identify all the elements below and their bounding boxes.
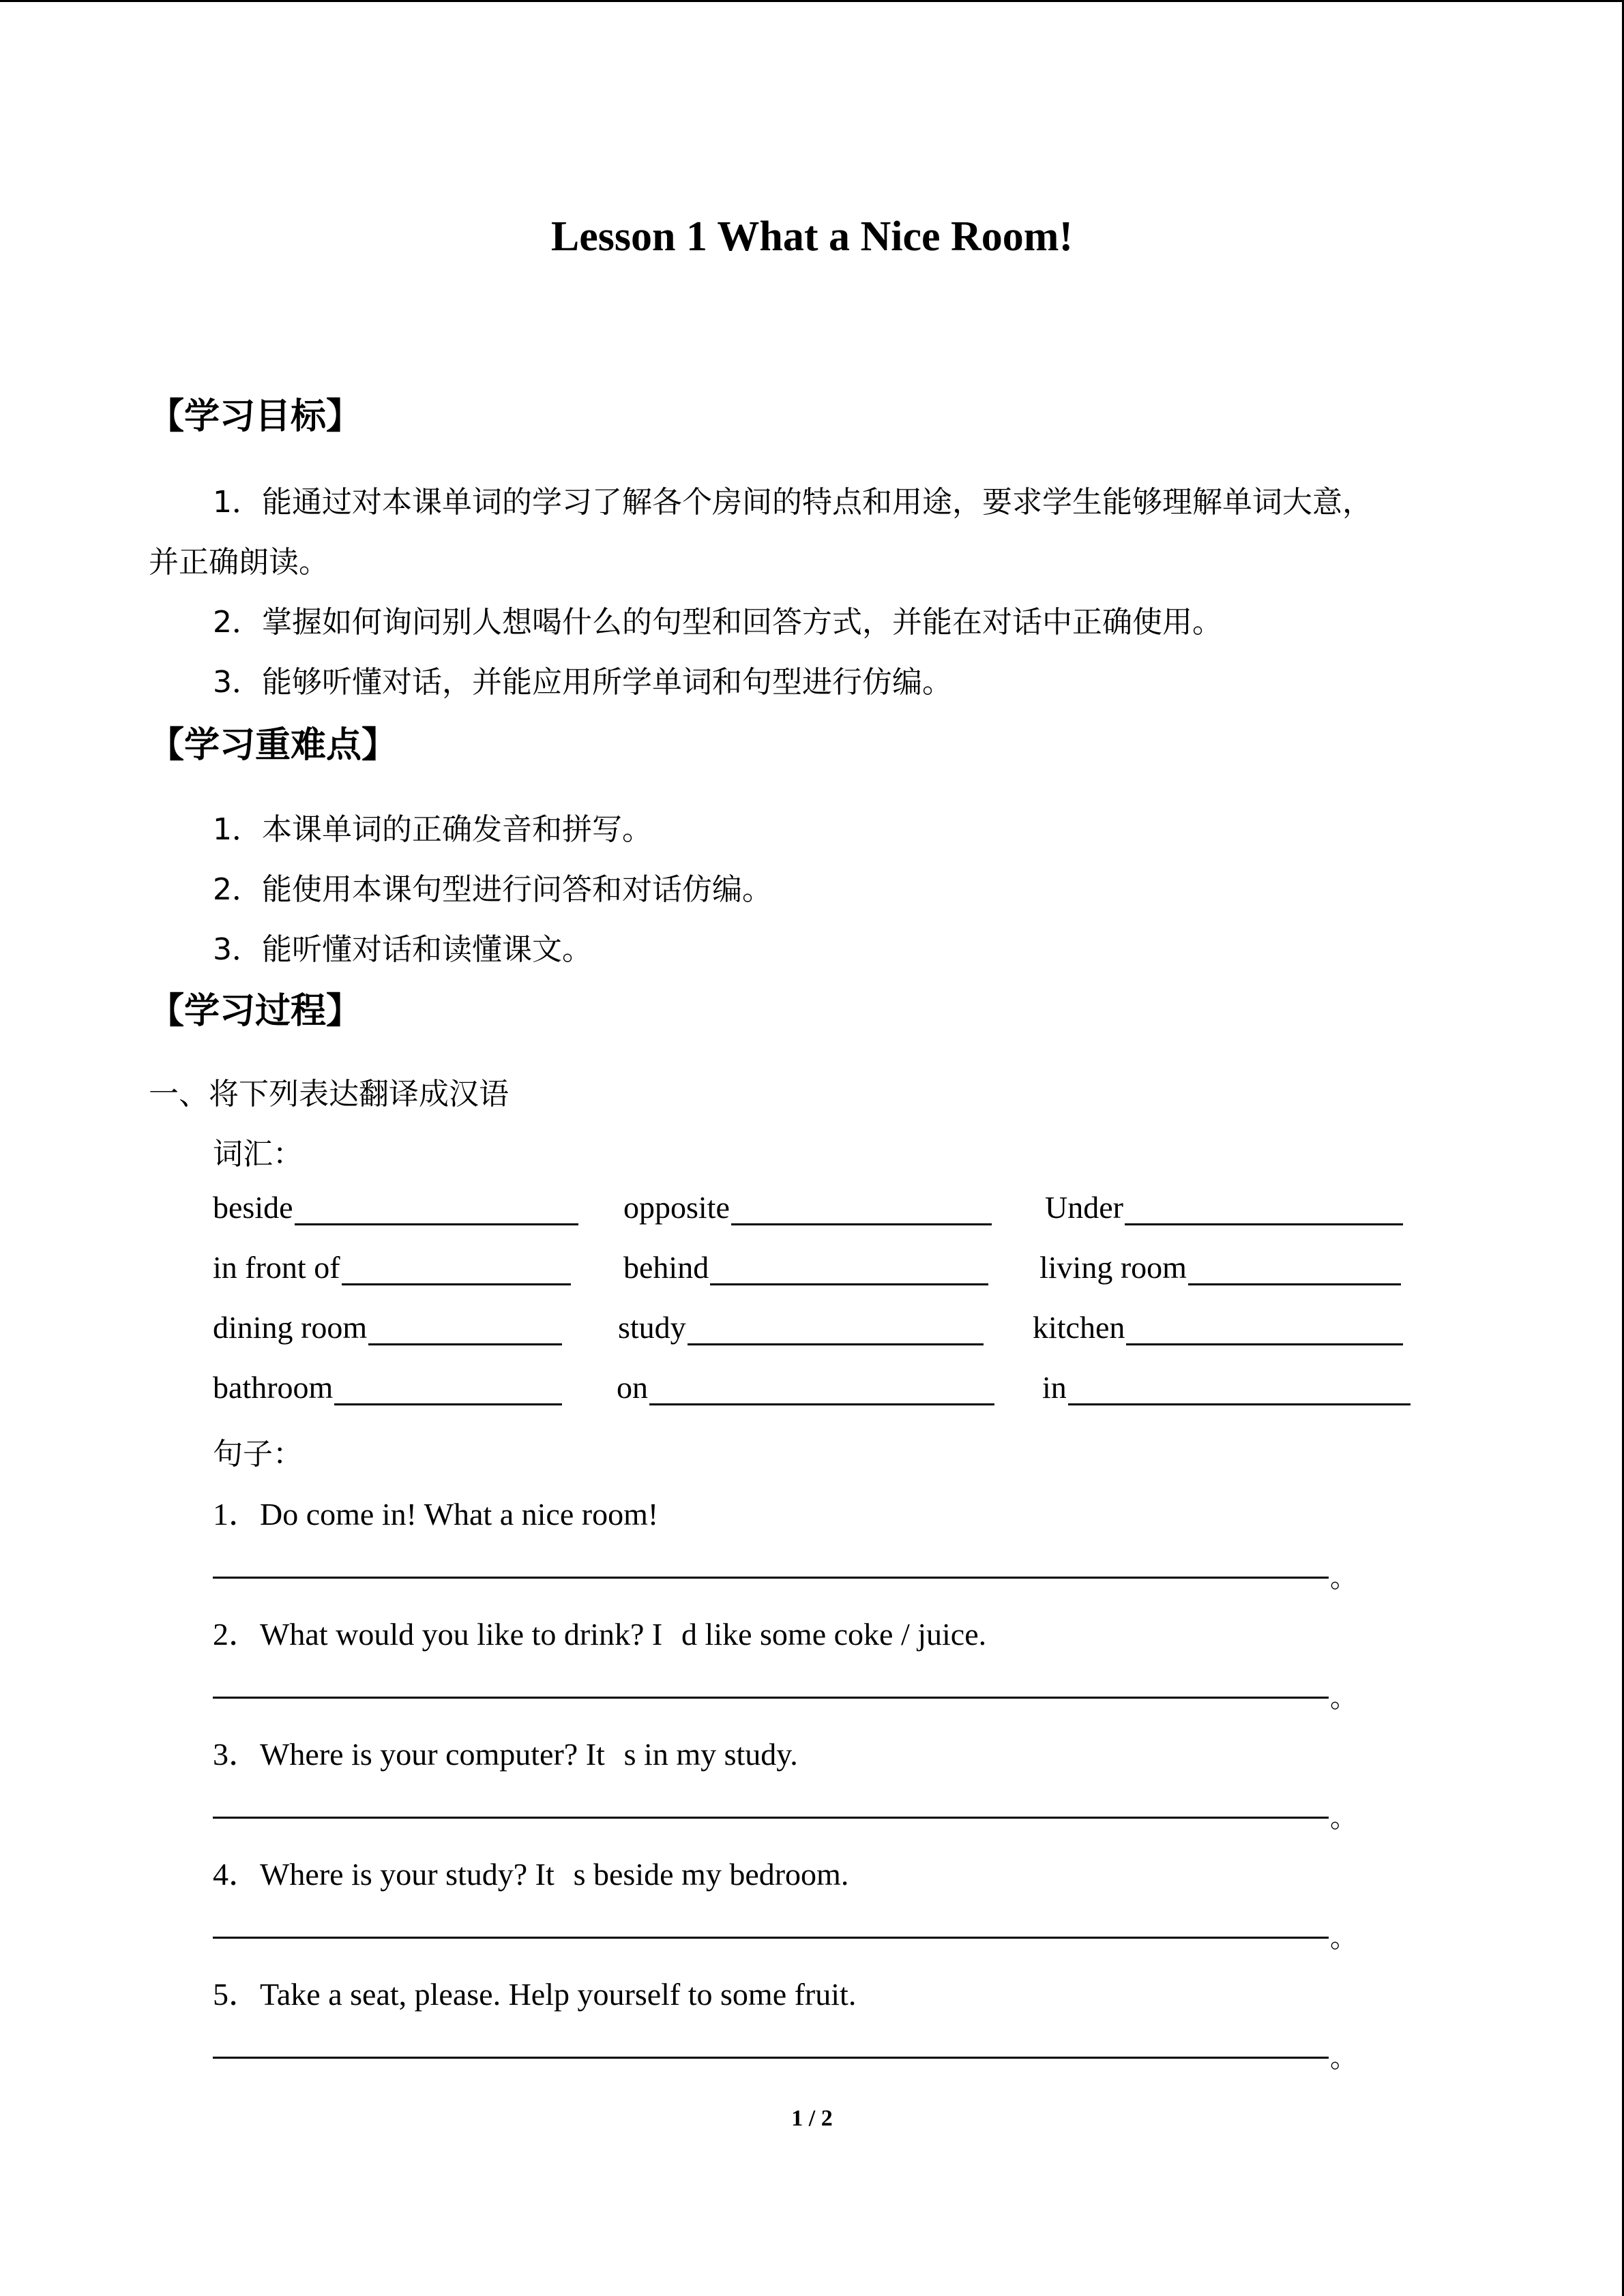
key-point-item-3: 3．能听懂对话和读懂课文。 (213, 932, 592, 967)
vocab-item-kitchen: kitchen (1033, 1309, 1403, 1345)
page-top-border (0, 0, 1624, 2)
key-point-item-1: 1．本课单词的正确发音和拼写。 (213, 812, 652, 847)
vocab-item-living-room: living room (1039, 1249, 1401, 1285)
process-heading: 【学习过程】 (149, 991, 362, 1032)
answer-blank[interactable] (295, 1193, 578, 1225)
page-title: Lesson 1 What a Nice Room! (550, 213, 1074, 260)
vocab-item-in-front-of: in front of (213, 1249, 571, 1285)
sentence-4: 4．Where is your study? Its beside my bedroom. (213, 1857, 849, 1892)
period-mark: 。 (1330, 1562, 1357, 1594)
vocab-label: 词汇： (213, 1137, 303, 1172)
key-points-heading: 【学习重难点】 (149, 725, 398, 766)
answer-blank[interactable] (1188, 1253, 1401, 1285)
answer-line-5[interactable] (213, 2057, 1329, 2059)
sentence-1: 1．Do come in! What a nice room! (213, 1497, 659, 1532)
objective-item-3: 3．能够听懂对话，并能应用所学单词和句型进行仿编。 (213, 665, 952, 700)
sentence-label: 句子： (213, 1437, 303, 1472)
sentence-5: 5．Take a seat, please. Help yourself to some fruit. (213, 1977, 857, 2012)
answer-blank[interactable] (1126, 1313, 1403, 1345)
vocab-item-study: study (618, 1309, 984, 1345)
objectives-heading: 【学习目标】 (149, 396, 362, 437)
answer-blank[interactable] (649, 1373, 994, 1405)
answer-blank[interactable] (688, 1313, 984, 1345)
answer-blank[interactable] (342, 1253, 571, 1285)
answer-blank[interactable] (368, 1313, 562, 1345)
answer-line-2[interactable] (213, 1697, 1329, 1699)
answer-line-1[interactable] (213, 1577, 1329, 1579)
vocab-item-under: Under (1045, 1189, 1403, 1225)
sentence-3: 3．Where is your computer? Its in my study. (213, 1737, 798, 1772)
answer-blank[interactable] (731, 1193, 992, 1225)
answer-blank[interactable] (1068, 1373, 1411, 1405)
answer-blank[interactable] (1125, 1193, 1403, 1225)
answer-line-4[interactable] (213, 1937, 1329, 1939)
vocab-item-on: on (617, 1369, 994, 1405)
objective-item-1: 1．能通过对本课单词的学习了解各个房间的特点和用途，要求学生能够理解单词大意， (213, 485, 1372, 520)
vocab-item-bathroom: bathroom (213, 1369, 562, 1405)
vocab-item-behind: behind (623, 1249, 988, 1285)
answer-blank[interactable] (710, 1253, 988, 1285)
answer-line-3[interactable] (213, 1817, 1329, 1819)
page-number: 1 / 2 (791, 2106, 833, 2131)
sentence-2: 2．What would you like to drink? Id like some coke / juice. (213, 1617, 987, 1652)
period-mark: 。 (1330, 2042, 1357, 2074)
vocab-item-dining-room: dining room (213, 1309, 562, 1345)
objective-item-1-cont: 并正确朗读。 (149, 545, 329, 580)
period-mark: 。 (1330, 1922, 1357, 1954)
answer-blank[interactable] (334, 1373, 562, 1405)
vocab-item-beside: beside (213, 1189, 578, 1225)
period-mark: 。 (1330, 1802, 1357, 1834)
period-mark: 。 (1330, 1682, 1357, 1714)
vocab-item-in: in (1042, 1369, 1411, 1405)
key-point-item-2: 2．能使用本课句型进行问答和对话仿编。 (213, 872, 772, 907)
part1-title: 一、将下列表达翻译成汉语 (149, 1077, 509, 1112)
vocab-item-opposite: opposite (623, 1189, 992, 1225)
objective-item-2: 2．掌握如何询问别人想喝什么的句型和回答方式，并能在对话中正确使用。 (213, 605, 1222, 640)
